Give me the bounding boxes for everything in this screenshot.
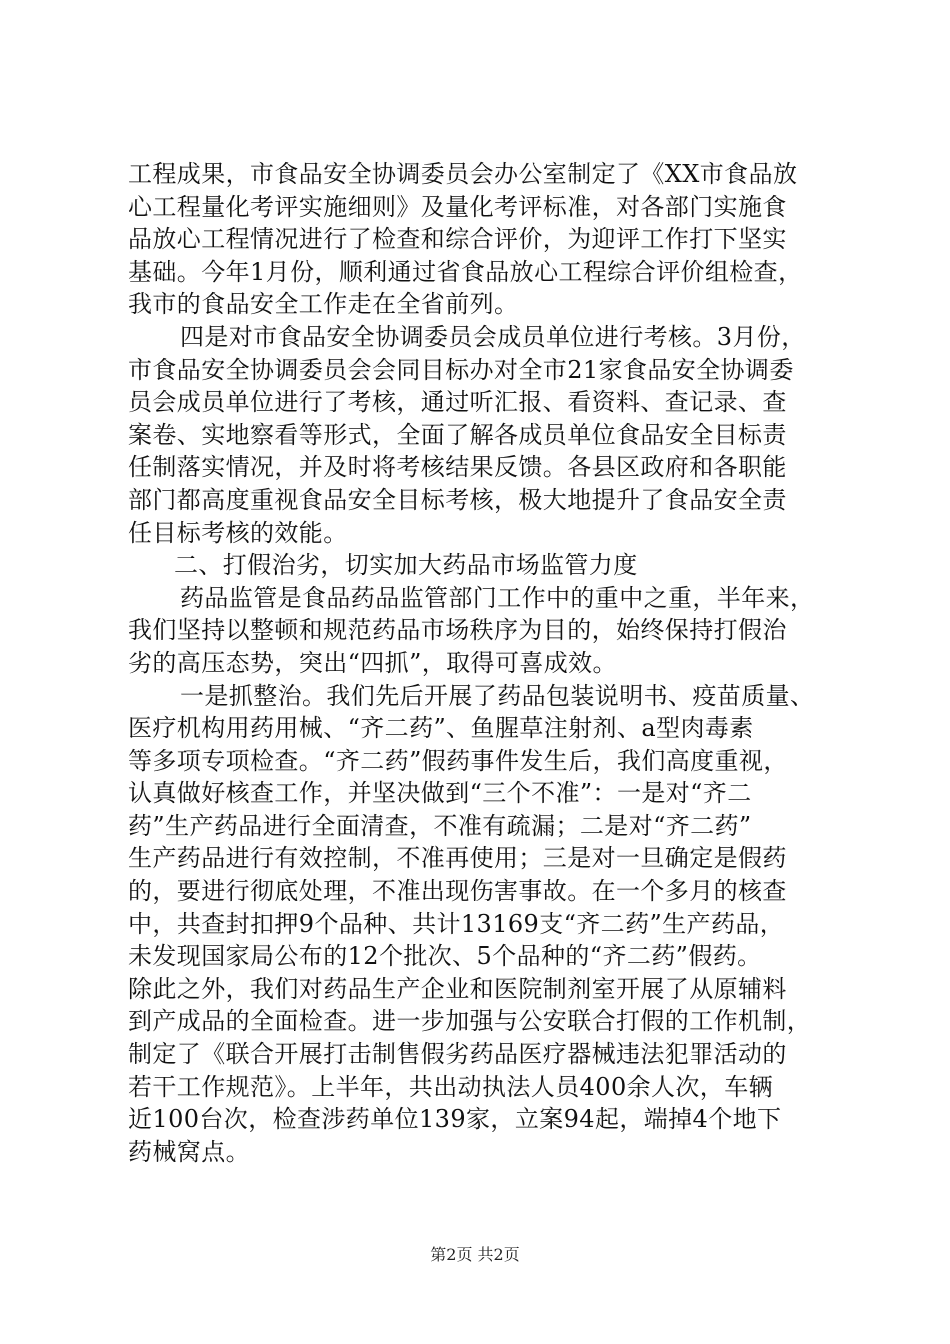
text-line: 员会成员单位进行了考核，通过听汇报、看资料、查记录、查 xyxy=(128,388,787,417)
text-line: 除此之外，我们对药品生产企业和医院制剂室开展了从原辅料 xyxy=(128,974,787,1003)
paragraph-start-line: 一是抓整治。我们先后开展了药品包装说明书、疫苗质量、 xyxy=(180,681,815,710)
text-line: 中，共查封扣押9个品种、共计13169支“齐二药”生产药品， xyxy=(128,909,785,938)
text-line: 我们坚持以整顿和规范药品市场秩序为目的，始终保持打假治 xyxy=(128,616,787,645)
text-line: 市食品安全协调委员会会同目标办对全市21家食品安全协调委 xyxy=(128,355,794,384)
text-line: 品放心工程情况进行了检查和综合评价，为迎评工作打下坚实 xyxy=(128,225,787,254)
text-line: 未发现国家局公布的12个批次、5个品种的“齐二药”假药。 xyxy=(128,942,762,971)
text-line: 劣的高压态势，突出“四抓”，取得可喜成效。 xyxy=(128,648,617,677)
text-line: 医疗机构用药用械、“齐二药”、鱼腥草注射剂、a型肉毒素 xyxy=(128,714,754,743)
text-line: 认真做好核查工作，并坚决做到“三个不准”：一是对“齐二 xyxy=(128,779,752,808)
text-line: 若干工作规范》。上半年，共出动执法人员400余人次，车辆 xyxy=(128,1072,774,1101)
text-line: 等多项专项检查。“齐二药”假药事件发生后，我们高度重视， xyxy=(128,746,788,775)
document-body xyxy=(128,158,850,1168)
text-line: 基础。今年1月份，顺利通过省食品放心工程综合评价组检查， xyxy=(128,257,803,286)
section-heading: 二、打假治劣，切实加大药品市场监管力度 xyxy=(174,551,638,580)
page-number-footer: 第2页 共2页 xyxy=(430,1245,520,1264)
text-line: 心工程量化考评实施细则》及量化考评标准，对各部门实施食 xyxy=(128,192,787,221)
paragraph-start-line: 药品监管是食品药品监管部门工作中的重中之重，半年来， xyxy=(180,583,815,612)
text-line: 任目标考核的效能。 xyxy=(128,518,348,547)
text-line: 的，要进行彻底处理，不准出现伤害事故。在一个多月的核查 xyxy=(128,877,787,906)
text-line: 药械窝点。 xyxy=(128,1137,250,1166)
text-line: 生产药品进行有效控制，不准再使用；三是对一旦确定是假药 xyxy=(128,844,787,873)
text-line: 制定了《联合开展打击制售假劣药品医疗器械违法犯罪活动的 xyxy=(128,1040,787,1069)
text-line: 案卷、实地察看等形式，全面了解各成员单位食品安全目标责 xyxy=(128,420,787,449)
text-line: 任制落实情况，并及时将考核结果反馈。各县区政府和各职能 xyxy=(128,453,787,482)
text-line: 近100台次，检查涉药单位139家，立案94起，端掉4个地下 xyxy=(128,1105,782,1134)
text-line: 部门都高度重视食品安全目标考核，极大地提升了食品安全责 xyxy=(128,485,787,514)
text-line: 到产成品的全面检查。进一步加强与公安联合打假的工作机制， xyxy=(128,1007,812,1036)
paragraph-start-line: 四是对市食品安全协调委员会成员单位进行考核。3月份， xyxy=(180,322,806,351)
text-line: 药”生产药品进行全面清查，不准有疏漏；二是对“齐二药” xyxy=(128,811,752,840)
text-line: 我市的食品安全工作走在全省前列。 xyxy=(128,290,519,319)
text-line: 工程成果，市食品安全协调委员会办公室制定了《XX市食品放 xyxy=(128,160,798,188)
